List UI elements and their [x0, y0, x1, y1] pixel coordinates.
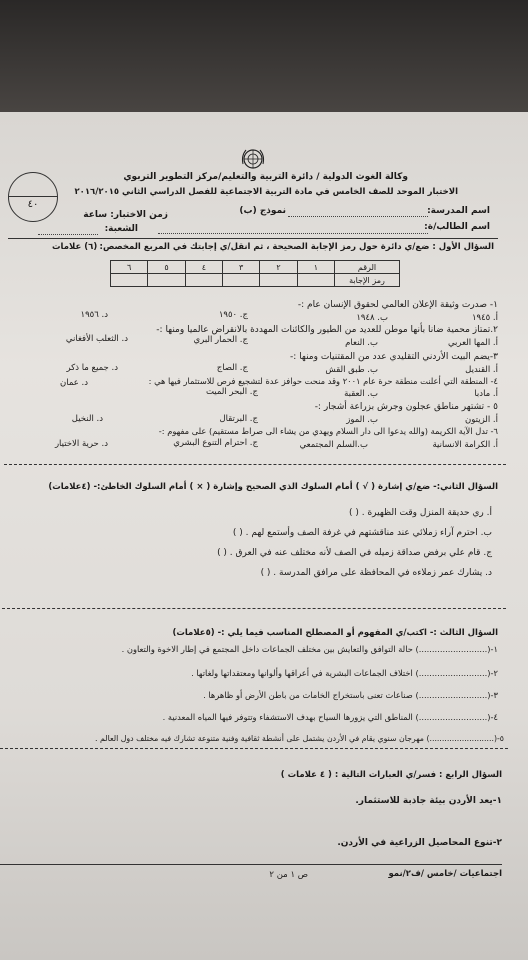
footer-divider — [0, 864, 502, 865]
footer-subject: اجتماعيات /خامس /ف٢/نمو — [388, 869, 502, 879]
answer-cell[interactable] — [260, 274, 297, 287]
option-b[interactable]: ب.السلم المجتمعي — [299, 440, 368, 450]
option-d[interactable]: د. جميع ما ذكر — [66, 363, 118, 373]
q4-title: السؤال الرابع : فسر/ي العبارات التالية : ( ٤ علامات ) — [280, 770, 502, 780]
q1-item-6: ٦- تدل الآية الكريمة (والله يدعوا الى دار السلام ويهدي من يشاء الى صراط مستقيم) على مفهوم :- — [158, 426, 498, 436]
q1-marks: (٦) علامات — [52, 242, 98, 252]
total-score: ٤٠ — [27, 199, 39, 210]
option-c[interactable]: ج. البرتقال — [219, 414, 258, 424]
time-label: زمن الاختبار: ساعة — [83, 210, 168, 220]
option-c[interactable]: ج. احترام التنوع البشري — [173, 438, 258, 448]
option-a[interactable]: أ. الزيتون — [465, 415, 498, 425]
school-label: اسم المدرسة: — [427, 206, 490, 216]
q3-item-1[interactable]: ١-(..........................) حالة التوافق والتعايش بين مختلف الجماعات داخل المجتمع في إطار الاخوة والتعاون . — [121, 644, 498, 654]
option-a[interactable]: أ. المها العربي — [447, 338, 498, 348]
option-c[interactable]: ج. البحر الميت — [205, 387, 258, 397]
table-header: الرقم — [335, 261, 400, 274]
q1-item-2: ٢.تمتاز محمية ضانا بأنها موطن للعديد من الطيور والكائنات المهددة بالانقراض عالميا ومنها :- — [156, 325, 498, 335]
answer-cell[interactable] — [185, 274, 222, 287]
option-b[interactable]: ب. العقبة — [344, 389, 378, 399]
section-label: الشعبة: — [104, 224, 138, 234]
q3-item-3[interactable]: ٣-(..........................) صناعات تعنى باستخراج الخامات من باطن الأرض أو ظاهرها . — [203, 690, 498, 700]
q3-item-4[interactable]: ٤-(..........................) المناطق التي يزورها السياح بهدف الاستشفاء وتتوفر فيها المياه المعدنية . — [162, 712, 498, 722]
q1-item-1: ١- صدرت وثيقة الإعلان العالمي لحقوق الإنسان عام :- — [297, 300, 498, 310]
q4-item-2: ٢-تنوع المحاصيل الزراعية في الأردن. — [337, 838, 502, 848]
q3-item-5[interactable]: ٥-(..........................) مهرجان سنوي يقام في الأردن يشتمل على أنشطة ثقافية وفنية متنوعة تشارك فيه مختلف دول العالم . — [95, 734, 504, 743]
page-number: ص ١ من ٢ — [269, 870, 308, 880]
section-divider — [2, 608, 506, 609]
answer-cell[interactable] — [223, 274, 260, 287]
section-field[interactable] — [38, 234, 98, 235]
option-d[interactable]: د. عمان — [59, 378, 88, 388]
table-row2-label: رمز الإجابة — [335, 274, 400, 287]
section-divider — [4, 464, 506, 465]
option-a[interactable]: أ. مادبا — [474, 389, 498, 399]
option-d[interactable]: د. الثعلب الأفغاني — [65, 334, 128, 344]
agency-line: وكالة الغوث الدولية / دائرة التربية والتعليم/مركز التطوير التربوي — [123, 172, 408, 182]
un-logo-icon — [240, 146, 266, 172]
q1-item-4: ٤- المنطقة التي أعلنت منطقة حرة عام ٢٠٠١ وقد منحت حوافز عدة لتشجيع فرص للاستثمار فيها هي : — [148, 376, 498, 386]
q2-item-b[interactable]: ب. احترم آراء زملائي عند مناقشتهم في غرفة الصف وأستمع لهم . ( ) — [232, 528, 492, 538]
q1-title: السؤال الأول : ضع/ي دائرة حول رمز الإجابة الصحيحة ، ثم انقل/ي إجابتك في المربع المخصص: — [99, 242, 494, 252]
answer-cell[interactable] — [297, 274, 334, 287]
student-field[interactable] — [158, 233, 428, 234]
option-d[interactable]: د. ١٩٥٦ — [80, 310, 108, 320]
option-b[interactable]: ب. ١٩٤٨ — [356, 313, 388, 323]
option-b[interactable]: ب. الموز — [346, 415, 378, 425]
q1-item-3: ٣-يضم البيت الأردني التقليدي عدد من المقتنيات ومنها :- — [290, 352, 498, 362]
q2-title: السؤال الثاني:- ضع/ي إشارة ( √ ) أمام السلوك الذي الصحيح وإشارة ( × ) أمام السلوك الخاطئ:- (٤علامات) — [48, 482, 498, 492]
answer-cell[interactable] — [111, 274, 148, 287]
answer-table-numbers: الرقم ١ ٢ ٣ ٤ ٥ ٦ — [111, 261, 400, 274]
section-divider — [0, 748, 508, 749]
student-label: اسم الطالب/ة: — [424, 222, 490, 232]
q4-item-1: ١-يعد الأردن بيئة جاذبة للاستثمار. — [355, 796, 502, 806]
q2-item-c[interactable]: ج. قام علي برفض صداقة زميله في الصف لأنه مختلف عنه في العرق . ( ) — [217, 548, 492, 558]
model-label: نموذج (ب) — [239, 206, 286, 216]
answer-table — [110, 260, 400, 287]
exam-title: الاختبار الموحد للصف الخامس في مادة التربية الاجتماعية للفصل الدراسي الثاني ٢٠١٦/٢٠١٥ — [74, 187, 458, 197]
option-c[interactable]: ج. ١٩٥٠ — [218, 310, 248, 320]
school-field[interactable] — [288, 216, 428, 217]
option-d[interactable]: د. حرية الاختيار — [54, 439, 108, 449]
background-top — [0, 0, 528, 118]
q3-item-2[interactable]: ٢-(..........................) اختلاف الجماعات البشرية في أعراقها وألوانها ومعتقداتها ولغاتها . — [191, 668, 498, 678]
answer-table-codes — [111, 274, 400, 287]
q2-item-d[interactable]: د. يشارك عمر زملاءه في المحافظة على مرافق المدرسة . ( ) — [260, 568, 492, 578]
option-d[interactable]: د. النخيل — [71, 414, 103, 424]
option-b[interactable]: ب. طبق القش — [325, 365, 378, 375]
option-a[interactable]: أ. الكرامة الانسانية — [432, 440, 498, 450]
option-b[interactable]: ب. النعام — [345, 338, 378, 348]
option-a[interactable]: أ. القنديل — [465, 365, 498, 375]
q3-title: السؤال الثالث :- اكتب/ي المفهوم أو المصطلح المناسب فيما يلي :- (٥علامات) — [172, 628, 498, 638]
header-divider — [8, 238, 498, 239]
option-a[interactable]: أ. ١٩٤٥ — [471, 313, 498, 323]
q2-item-a[interactable]: أ. ري حديقة المنزل وقت الظهيرة . ( ) — [348, 508, 492, 518]
exam-sheet — [0, 112, 528, 960]
answer-cell[interactable] — [148, 274, 185, 287]
option-c[interactable]: ج. الحمار البري — [193, 335, 248, 345]
score-circle — [8, 172, 58, 222]
q1-item-5: ٥ - تشتهر مناطق عجلون وجرش بزراعة أشجار :- — [314, 402, 498, 412]
option-c[interactable]: ج. الصاج — [216, 363, 248, 373]
